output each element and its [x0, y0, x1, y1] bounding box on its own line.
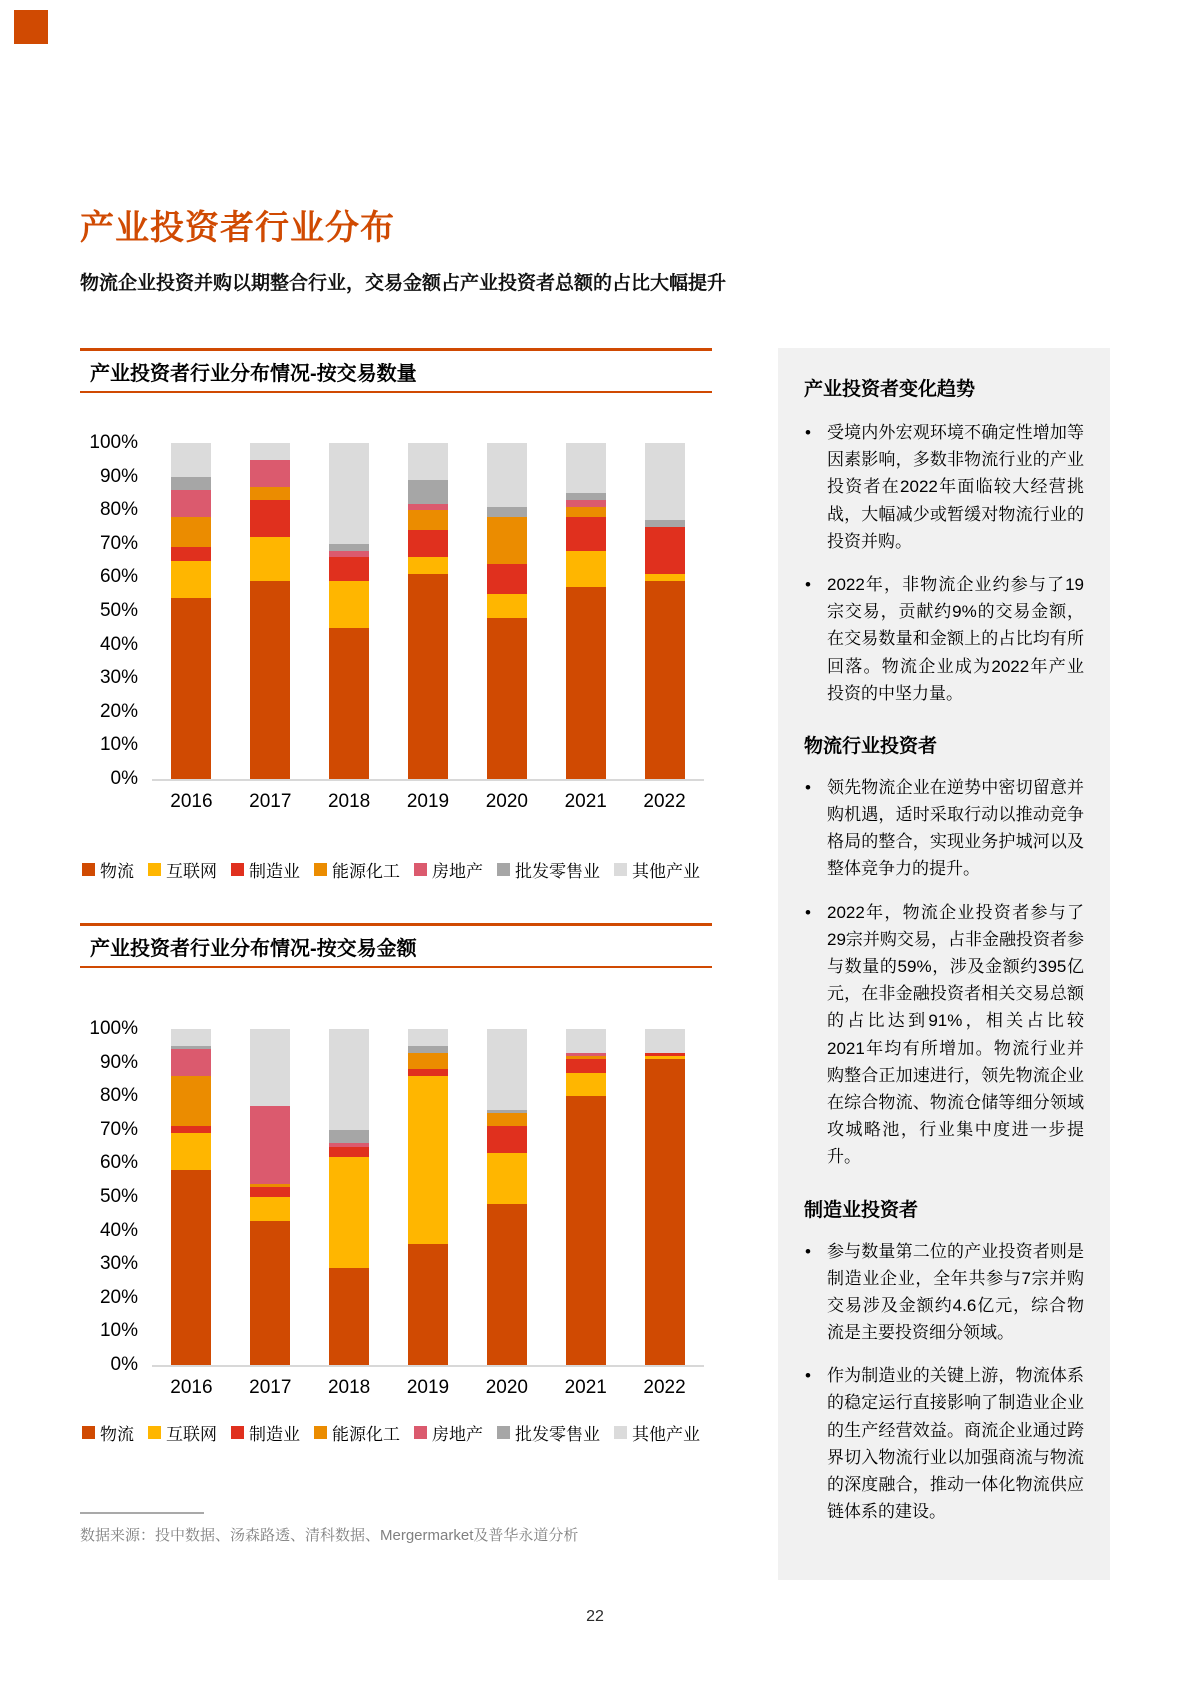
stacked-bar-2017: [250, 1029, 290, 1365]
legend-swatch: [231, 863, 244, 876]
bar-segment-物流: [329, 628, 369, 779]
legend-label: 批发零售业: [515, 1425, 600, 1444]
legend-label: 物流: [100, 1425, 134, 1444]
y-axis-tick: 80%: [99, 499, 138, 521]
bar-segment-其他产业: [329, 443, 369, 544]
bar-segment-能源化工: [487, 1113, 527, 1126]
bullet-marker: •: [805, 574, 811, 594]
sidebar-bullet: [804, 419, 1084, 555]
y-axis-tick: 30%: [99, 667, 138, 689]
bar-segment-其他产业: [487, 443, 527, 507]
sidebar-section-heading: 制造业投资者: [804, 1199, 919, 1221]
bar-segment-批发零售业: [487, 507, 527, 517]
bar-segment-互联网: [329, 581, 369, 628]
x-axis-label: 2016: [170, 791, 213, 812]
bar-segment-互联网: [250, 537, 290, 581]
bar-segment-制造业: [171, 1126, 211, 1133]
legend-item-物流: [82, 857, 134, 882]
bar-segment-批发零售业: [329, 544, 369, 551]
bar-segment-其他产业: [408, 1029, 448, 1046]
y-axis-tick: 60%: [99, 566, 138, 588]
bullet-text: 领先物流企业在逆势中密切留意并购机遇，适时采取行动以推动竞争格局的整合，实现业务护城河以及整体竞争力的提升。: [827, 777, 1084, 879]
sidebar-bullet: [804, 571, 1084, 707]
legend-swatch: [614, 1426, 627, 1439]
bullet-marker: •: [805, 1241, 811, 1261]
bullet-text: 2022年，物流企业投资者参与了29宗并购交易，占非金融投资者参与数量的59%，涉及金额约395亿元，在非金融投资者相关交易总额的占比达到91%，相关占比较2021年均有所增加。物流行业并购整合正加速进行，领先物流企业在综合物流、物流仓储等细分领域攻城略池，行业集中度进一步提升。: [827, 902, 1084, 1167]
bar-segment-互联网: [408, 1076, 448, 1244]
y-axis-tick: 50%: [99, 600, 138, 621]
x-axis-label: 2019: [406, 791, 450, 812]
stacked-bar-2019: [408, 1029, 448, 1365]
page-subtitle: 物流企业投资并购以期整合行业，交易金额占产业投资者总额的占比大幅提升: [80, 273, 727, 294]
brand-logo-square: [14, 10, 48, 44]
bullet-text: 参与数量第二位的产业投资者则是制造业企业，全年共参与7宗并购交易涉及金额约4.6亿元，综合物流是主要投资细分领域。: [827, 1241, 1084, 1343]
x-axis-label: 2018: [327, 1377, 371, 1398]
bar-segment-物流: [566, 587, 606, 779]
legend-label: 制造业: [249, 862, 300, 881]
y-axis-tick: 50%: [99, 1186, 138, 1207]
legend-swatch: [414, 1426, 427, 1439]
x-axis-label: 2016: [170, 1377, 213, 1398]
stacked-bar-2018: [329, 1029, 369, 1365]
bar-segment-互联网: [171, 561, 211, 598]
legend-swatch: [314, 863, 327, 876]
legend-swatch: [82, 1426, 95, 1439]
stacked-bar-2018: [329, 443, 369, 779]
bar-segment-能源化工: [566, 507, 606, 517]
stacked-bar-2021: [566, 1029, 606, 1365]
y-axis-tick: 40%: [99, 633, 138, 655]
legend-label: 房地产: [432, 862, 483, 881]
bar-segment-能源化工: [250, 487, 290, 500]
y-axis-tick: 30%: [99, 1253, 138, 1275]
bar-segment-其他产业: [645, 443, 685, 520]
bar-segment-互联网: [487, 594, 527, 618]
x-axis-label: 2018: [327, 791, 371, 812]
y-axis-tick: 90%: [99, 465, 138, 487]
y-axis-tick: 10%: [99, 734, 138, 756]
bar-segment-其他产业: [645, 1029, 685, 1053]
y-axis-tick: 100%: [89, 432, 138, 453]
legend-swatch: [231, 1426, 244, 1439]
bar-segment-物流: [408, 574, 448, 779]
y-axis-tick: 80%: [99, 1085, 138, 1107]
legend-item-互联网: [148, 857, 217, 882]
bar-segment-制造业: [645, 527, 685, 574]
bar-segment-其他产业: [487, 1029, 527, 1110]
bullet-text: 作为制造业的关键上游，物流体系的稳定运行直接影响了制造业企业的生产经营效益。商流企业通过跨界切入物流行业以加强商流与物流的深度融合，推动一体化物流供应链体系的建设。: [827, 1366, 1084, 1522]
bar-segment-互联网: [645, 574, 685, 581]
x-axis-label: 2021: [564, 791, 607, 812]
y-axis-tick: 10%: [99, 1320, 138, 1342]
legend-label: 制造业: [249, 1425, 300, 1444]
bar-segment-物流: [408, 1244, 448, 1365]
legend-item-房地产: [414, 1420, 483, 1445]
y-axis-tick: 0%: [110, 1354, 138, 1375]
bar-segment-物流: [329, 1268, 369, 1365]
chart-plot-area: [89, 432, 704, 812]
legend-swatch: [414, 863, 427, 876]
sidebar-title: 产业投资者变化趋势: [804, 379, 976, 400]
legend-item-批发零售业: [497, 857, 600, 882]
bar-segment-其他产业: [171, 1029, 211, 1046]
bar-segment-物流: [487, 1204, 527, 1365]
legend-item-制造业: [231, 1420, 300, 1445]
legend-label: 互联网: [166, 862, 217, 881]
y-axis-tick: 70%: [99, 532, 138, 554]
bar-segment-其他产业: [329, 1029, 369, 1130]
stacked-bar-2016: [171, 443, 211, 779]
stacked-bar-2016: [171, 1029, 211, 1365]
bar-segment-房地产: [171, 490, 211, 517]
chart-by-deal-value: [80, 923, 712, 1445]
page-number: 22: [586, 1608, 604, 1625]
legend-swatch: [497, 863, 510, 876]
bar-segment-物流: [171, 1170, 211, 1365]
stacked-bar-2021: [566, 443, 606, 779]
bar-segment-房地产: [566, 500, 606, 507]
bar-segment-批发零售业: [171, 477, 211, 490]
bar-segment-批发零售业: [408, 1046, 448, 1053]
bar-segment-批发零售业: [566, 493, 606, 500]
x-axis-label: 2020: [485, 1377, 528, 1398]
chart-title: 产业投资者行业分布情况-按交易金额: [80, 923, 712, 968]
legend-label: 能源化工: [332, 1425, 400, 1444]
x-axis-label: 2022: [643, 791, 686, 812]
bar-segment-房地产: [408, 504, 448, 511]
y-axis-tick: 0%: [110, 768, 138, 789]
chart-legend: [82, 1420, 712, 1445]
bar-segment-能源化工: [171, 1076, 211, 1126]
bar-segment-制造业: [487, 1126, 527, 1153]
legend-label: 能源化工: [332, 862, 400, 881]
bar-segment-能源化工: [408, 510, 448, 530]
bar-segment-其他产业: [250, 1029, 290, 1106]
bar-segment-物流: [645, 581, 685, 779]
bullet-text: 受境内外宏观环境不确定性增加等因素影响，多数非物流行业的产业投资者在2022年面临较大经营挑战，大幅减少或暂缓对物流行业的投资并购。: [827, 423, 1084, 551]
legend-item-能源化工: [314, 1420, 400, 1445]
page-title: 产业投资者行业分布: [80, 209, 395, 247]
chart-legend: [82, 857, 712, 882]
bar-segment-批发零售业: [329, 1130, 369, 1143]
bar-segment-物流: [250, 1221, 290, 1365]
legend-label: 批发零售业: [515, 862, 600, 881]
bar-segment-制造业: [487, 564, 527, 594]
chart-plot-area: [89, 1018, 704, 1398]
sidebar-section-heading: 物流行业投资者: [804, 735, 938, 757]
bullet-marker: •: [805, 777, 811, 797]
source-divider: [80, 1512, 204, 1514]
x-axis-label: 2021: [564, 1377, 607, 1398]
bullet-text: 2022年，非物流企业约参与了19宗交易，贡献约9%的交易金额，在交易数量和金额上的占比均有所回落。物流企业成为2022年产业投资的中坚力量。: [827, 574, 1084, 703]
bullet-marker: •: [805, 423, 811, 442]
bar-segment-制造业: [329, 1147, 369, 1157]
bar-segment-制造业: [566, 1059, 606, 1072]
legend-swatch: [148, 863, 161, 876]
chart-title: 产业投资者行业分布情况-按交易数量: [80, 348, 712, 393]
bar-segment-能源化工: [487, 517, 527, 564]
legend-label: 其他产业: [632, 1425, 700, 1444]
y-axis-tick: 70%: [99, 1118, 138, 1140]
bar-segment-物流: [487, 618, 527, 779]
stacked-bar-2017: [250, 443, 290, 779]
sidebar-bullet: [804, 1362, 1084, 1525]
bar-segment-物流: [566, 1096, 606, 1365]
legend-item-其他产业: [614, 857, 700, 882]
y-axis-tick: 100%: [89, 1018, 138, 1039]
chart-by-deal-volume: [80, 348, 712, 882]
bar-segment-制造业: [408, 1069, 448, 1076]
legend-label: 互联网: [166, 1425, 217, 1444]
bar-segment-制造业: [171, 547, 211, 560]
bar-segment-互联网: [250, 1197, 290, 1221]
x-axis-label: 2022: [643, 1377, 686, 1398]
bar-segment-批发零售业: [645, 520, 685, 527]
bars-area: [152, 443, 704, 779]
bar-segment-制造业: [250, 1187, 290, 1197]
x-axis-label: 2020: [485, 791, 528, 812]
bar-segment-互联网: [408, 557, 448, 574]
bar-segment-物流: [645, 1059, 685, 1365]
bar-segment-能源化工: [171, 517, 211, 547]
stacked-bar-2020: [487, 1029, 527, 1365]
legend-label: 物流: [100, 862, 134, 881]
x-axis-label: 2017: [249, 1377, 292, 1398]
bar-segment-互联网: [171, 1133, 211, 1170]
legend-swatch: [314, 1426, 327, 1439]
bar-segment-其他产业: [250, 443, 290, 460]
y-axis-tick: 60%: [99, 1152, 138, 1174]
stacked-bar-2022: [645, 443, 685, 779]
bar-segment-批发零售业: [408, 480, 448, 504]
bar-segment-互联网: [566, 1073, 606, 1097]
bar-segment-房地产: [250, 1106, 290, 1183]
bar-segment-制造业: [566, 517, 606, 551]
bullet-marker: •: [805, 1366, 811, 1386]
legend-swatch: [614, 863, 627, 876]
sidebar-bullet: [804, 899, 1084, 1171]
y-axis-tick: 90%: [99, 1051, 138, 1073]
bar-segment-物流: [250, 581, 290, 779]
bar-segment-互联网: [329, 1157, 369, 1268]
stacked-bar-2020: [487, 443, 527, 779]
y-axis-tick: 20%: [99, 700, 138, 722]
bars-area: [152, 1029, 704, 1365]
bar-segment-其他产业: [566, 1029, 606, 1053]
y-axis-tick: 40%: [99, 1219, 138, 1241]
bar-segment-房地产: [171, 1049, 211, 1076]
bar-segment-互联网: [566, 551, 606, 588]
legend-label: 房地产: [432, 1425, 483, 1444]
bar-segment-制造业: [408, 530, 448, 557]
stacked-bar-2019: [408, 443, 448, 779]
x-axis-label: 2017: [249, 791, 292, 812]
legend-item-房地产: [414, 857, 483, 882]
bar-segment-制造业: [329, 557, 369, 581]
legend-item-互联网: [148, 1420, 217, 1445]
bar-segment-其他产业: [408, 443, 448, 480]
legend-swatch: [82, 863, 95, 876]
legend-item-能源化工: [314, 857, 400, 882]
legend-swatch: [148, 1426, 161, 1439]
bar-segment-其他产业: [171, 443, 211, 477]
bar-segment-房地产: [250, 460, 290, 487]
bar-segment-物流: [171, 598, 211, 779]
bar-segment-其他产业: [566, 443, 606, 493]
bullet-marker: •: [805, 902, 811, 922]
legend-item-其他产业: [614, 1420, 700, 1445]
bar-segment-房地产: [329, 551, 369, 558]
legend-swatch: [497, 1426, 510, 1439]
sidebar-sections: [804, 419, 1084, 1525]
bar-segment-制造业: [250, 500, 290, 537]
y-axis-tick: 20%: [99, 1286, 138, 1308]
legend-item-批发零售业: [497, 1420, 600, 1445]
legend-label: 其他产业: [632, 862, 700, 881]
stacked-bar-2022: [645, 1029, 685, 1365]
bar-segment-能源化工: [408, 1053, 448, 1070]
legend-item-制造业: [231, 857, 300, 882]
data-source-note: 数据来源：投中数据、汤森路透、清科数据、Mergermarket及普华永道分析: [80, 1527, 579, 1544]
x-axis-label: 2019: [406, 1377, 450, 1398]
legend-item-物流: [82, 1420, 134, 1445]
sidebar-bullet: [804, 774, 1084, 883]
sidebar-bullet: [804, 1238, 1084, 1347]
bar-segment-互联网: [487, 1153, 527, 1203]
sidebar-panel: [778, 348, 1110, 1580]
